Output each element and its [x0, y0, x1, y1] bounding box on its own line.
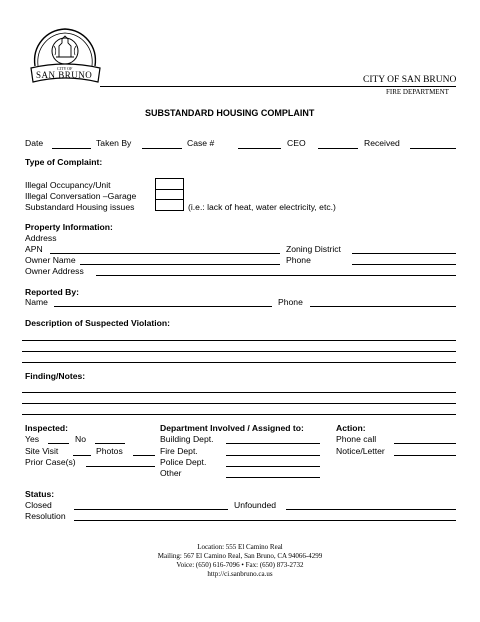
phone-call-field[interactable] — [394, 443, 456, 444]
unfounded-field[interactable] — [286, 509, 456, 510]
closed-field[interactable] — [74, 509, 228, 510]
case-label: Case # — [187, 138, 215, 148]
date-field[interactable] — [52, 148, 91, 149]
police-dept-field[interactable] — [226, 466, 320, 467]
department-option-label: Other — [160, 468, 182, 478]
reporter-phone-label: Phone — [278, 297, 303, 307]
complaint-option-label: Illegal Occupancy/Unit — [25, 180, 111, 190]
zoning-field[interactable] — [352, 253, 456, 254]
resolution-field[interactable] — [74, 520, 456, 521]
taken-by-field[interactable] — [142, 148, 182, 149]
city-seal-logo — [28, 24, 103, 84]
ceo-label: CEO — [287, 138, 306, 148]
closed-label: Closed — [25, 500, 52, 510]
prior-case-label: Prior Case(s) — [25, 457, 76, 467]
department-name: FIRE DEPARTMENT — [386, 88, 449, 96]
received-label: Received — [364, 138, 400, 148]
site-visit-label: Site Visit — [25, 446, 59, 456]
photos-field[interactable] — [133, 455, 155, 456]
owner-address-label: Owner Address — [25, 266, 84, 276]
building-dept-field[interactable] — [226, 443, 320, 444]
apn-field[interactable] — [50, 253, 280, 254]
page-title: SUBSTANDARD HOUSING COMPLAINT — [145, 108, 315, 118]
status-heading: Status: — [25, 489, 55, 499]
department-option-label: Building Dept. — [160, 434, 214, 444]
resolution-label: Resolution — [25, 511, 66, 521]
department-heading: Department Involved / Assigned to: — [160, 423, 304, 433]
finding-line[interactable] — [22, 392, 456, 393]
case-field[interactable] — [238, 148, 281, 149]
footer-voice-fax: Voice: (650) 616-7096 • Fax: (650) 873-2732 — [176, 561, 304, 569]
action-heading: Action: — [336, 423, 366, 433]
complaint-heading: Type of Complaint: — [25, 157, 103, 167]
inspected-heading: Inspected: — [25, 423, 68, 433]
owner-name-label: Owner Name — [25, 255, 76, 265]
owner-address-field[interactable] — [96, 275, 456, 276]
violation-line[interactable] — [22, 351, 456, 352]
date-label: Date — [25, 138, 44, 148]
reporter-name-field[interactable] — [54, 306, 272, 307]
address-label: Address — [25, 233, 57, 243]
prior-case-field[interactable] — [86, 466, 155, 467]
apn-label: APN — [25, 244, 43, 254]
photos-label: Photos — [96, 446, 123, 456]
finding-line[interactable] — [22, 414, 456, 415]
city-name: CITY OF SAN BRUNO — [363, 75, 457, 85]
footer-url[interactable]: http://ci.sanbruno.ca.us — [207, 570, 273, 578]
complaint-option-label: Substandard Housing issues — [25, 202, 135, 212]
violation-heading: Description of Suspected Violation: — [25, 318, 170, 328]
complaint-checkbox[interactable] — [155, 200, 184, 211]
department-option-label: Police Dept. — [160, 457, 207, 467]
property-phone-field[interactable] — [352, 264, 456, 265]
seal-big-text: SAN BRUNO — [36, 70, 93, 80]
site-visit-field[interactable] — [73, 455, 91, 456]
property-phone-label: Phone — [286, 255, 311, 265]
received-field[interactable] — [410, 148, 456, 149]
no-field[interactable] — [95, 443, 125, 444]
notice-letter-field[interactable] — [394, 455, 456, 456]
complaint-checkbox[interactable] — [155, 189, 184, 200]
action-option-label: Phone call — [336, 434, 377, 444]
fire-dept-field[interactable] — [226, 455, 320, 456]
footer-location: Location: 555 El Camino Real — [197, 543, 283, 551]
other-dept-field[interactable] — [226, 477, 320, 478]
reporter-name-label: Name — [25, 297, 48, 307]
complaint-note: (i.e.: lack of heat, water electricity, etc.) — [188, 202, 336, 212]
yes-label: Yes — [25, 434, 40, 444]
ceo-field[interactable] — [318, 148, 358, 149]
violation-line[interactable] — [22, 362, 456, 363]
no-label: No — [75, 434, 86, 444]
footer-mailing: Mailing: 567 El Camino Real, San Bruno, CA 94066-4299 — [157, 552, 323, 560]
taken-by-label: Taken By — [96, 138, 132, 148]
owner-name-field[interactable] — [80, 264, 280, 265]
finding-heading: Finding/Notes: — [25, 371, 86, 381]
reported-heading: Reported By: — [25, 287, 79, 297]
yes-field[interactable] — [48, 443, 69, 444]
violation-line[interactable] — [22, 340, 456, 341]
finding-line[interactable] — [22, 403, 456, 404]
action-option-label: Notice/Letter — [336, 446, 385, 456]
zoning-label: Zoning District — [286, 244, 341, 254]
header-rule — [100, 86, 456, 87]
seal-small-text: CITY OF — [57, 66, 73, 71]
unfounded-label: Unfounded — [234, 500, 277, 510]
property-heading: Property Information: — [25, 222, 113, 232]
reporter-phone-field[interactable] — [310, 306, 456, 307]
complaint-option-label: Illegal Conversation –Garage — [25, 191, 137, 201]
department-option-label: Fire Dept. — [160, 446, 198, 456]
